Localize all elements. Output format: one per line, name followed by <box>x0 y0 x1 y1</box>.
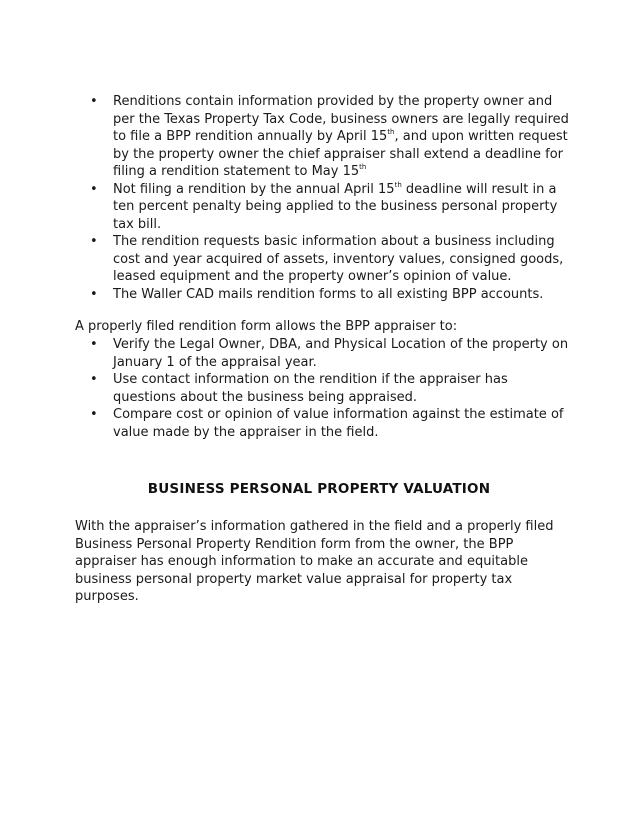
bullet-icon: • <box>90 407 98 422</box>
list-item <box>79 406 574 441</box>
superscript: th <box>387 128 395 136</box>
appraiser-tasks-list <box>79 336 574 441</box>
superscript: th <box>359 163 367 171</box>
list-item <box>79 233 574 286</box>
list-item-text: Compare cost or opinion of value information against the estimate of value made by the appraiser in the field. <box>113 407 564 440</box>
section-heading: BUSINESS PERSONAL PROPERTY VALUATION <box>147 481 491 497</box>
list-item-text: Not filing a rendition by the annual April 15th deadline will result in a ten percent penalty being applied to the business personal property tax bill. <box>113 180 558 232</box>
list-item <box>79 181 574 234</box>
list-item <box>79 93 574 181</box>
superscript: th <box>394 180 402 189</box>
bullet-icon: • <box>90 286 98 302</box>
list-item-text: The Waller CAD mails rendition forms to all existing BPP accounts. <box>113 286 544 302</box>
bullet-icon: • <box>90 94 98 109</box>
rendition-facts-list <box>79 93 574 303</box>
bullet-icon: • <box>90 337 98 352</box>
list-item-text: Renditions contain information provided by the property owner and per the Texas Property Tax Code, business owners are legally required to file a BPP rendition annually by April 15th, and upon written request by the property owner the chief appraiser shall extend a deadline for filing a rendition statement to May 15th <box>113 94 569 179</box>
appraiser-intro-text: A properly filed rendition form allows the BPP appraiser to: <box>75 319 458 334</box>
valuation-paragraph: With the appraiser’s information gathered in the field and a properly filed Business Personal Property Rendition form from the owner, the BPP appraiser has enough information to make an accurate and equitable business personal property market value appraisal for property tax purposes. <box>75 519 554 604</box>
bullet-icon: • <box>90 372 98 387</box>
list-item-text: Verify the Legal Owner, DBA, and Physical Location of the property on January 1 of the appraisal year. <box>113 337 569 370</box>
bullet-icon: • <box>90 234 98 249</box>
list-item-text: Use contact information on the rendition if the appraiser has questions about the business being appraised. <box>113 372 508 405</box>
bullet-icon: • <box>90 181 98 197</box>
list-item <box>79 336 574 371</box>
list-item <box>79 371 574 406</box>
list-item-text: The rendition requests basic information about a business including cost and year acquired of assets, inventory values, consigned goods, leased equipment and the property owner’s opinion of value. <box>113 234 564 284</box>
list-item <box>79 286 574 304</box>
